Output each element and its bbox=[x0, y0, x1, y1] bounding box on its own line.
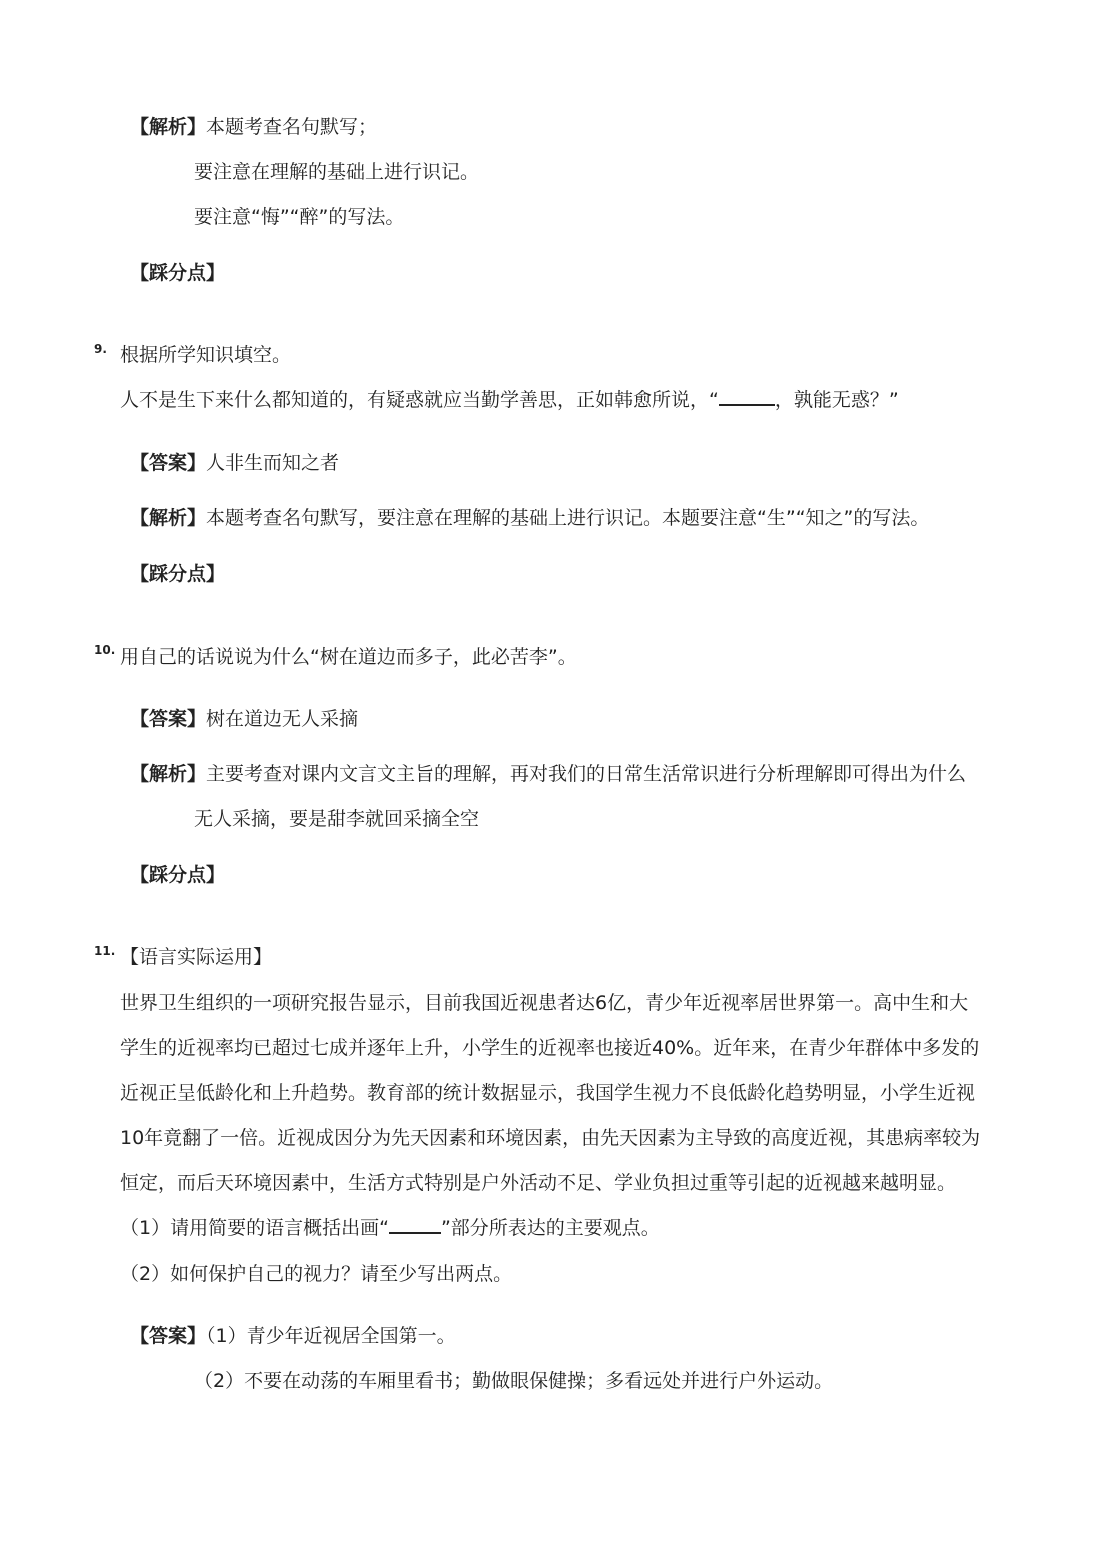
q11-passage-line-3: 近视正呈低龄化和上升趋势。教育部的统计数据显示，我国学生视力不良低龄化趋势明显，小学生近视 bbox=[120, 1082, 976, 1104]
q11-subquestion-1 bbox=[120, 1215, 660, 1242]
q10-analysis-line-2: 无人采摘，要是甜李就回采摘全空 bbox=[194, 808, 480, 830]
q11-sub1-before: 请用简要的语言概括出画“ bbox=[170, 1217, 389, 1239]
q9-answer-text: 人非生而知之者 bbox=[206, 452, 340, 474]
q9-score-points-label: 【踩分点】 bbox=[130, 563, 226, 585]
q9-blank bbox=[719, 388, 775, 406]
q8-analysis-line-1: 本题考查名句默写； bbox=[206, 116, 378, 138]
q11-sub1-after: ”部分所表达的主要观点。 bbox=[440, 1217, 660, 1239]
q11-sub1-number: （1） bbox=[120, 1217, 171, 1239]
answer-label: 【答案】 bbox=[130, 708, 207, 730]
q8-analysis bbox=[130, 114, 377, 141]
q11-passage-line-2: 学生的近视率均已超过七成并逐年上升，小学生的近视率也接近40%。近年来，在青少年群体中多发的 bbox=[120, 1037, 980, 1059]
analysis-label: 【解析】 bbox=[130, 507, 207, 529]
analysis-label: 【解析】 bbox=[130, 116, 207, 138]
q9-number: 9. bbox=[94, 342, 107, 356]
q11-passage-line-4: 10年竟翻了一倍。近视成因分为先天因素和环境因素，由先天因素为主导致的高度近视，其患病率较为 bbox=[120, 1127, 981, 1149]
q11-passage-line-5: 恒定，而后天环境因素中，生活方式特别是户外活动不足、学业负担过重等引起的近视越来越明显。 bbox=[120, 1172, 957, 1194]
q10-stem: 用自己的话说说为什么“树在道边而多子，此必苦李”。 bbox=[120, 646, 577, 668]
q11-number: 11. bbox=[94, 944, 116, 958]
q9-sentence bbox=[120, 387, 899, 414]
q8-analysis-line-2: 要注意在理解的基础上进行识记。 bbox=[194, 161, 480, 183]
q11-stem: 【语言实际运用】 bbox=[120, 946, 273, 968]
q9-sentence-before: 人不是生下来什么都知道的，有疑惑就应当勤学善思，正如韩愈所说，“ bbox=[120, 389, 719, 411]
q11-ans2-number: （2） bbox=[194, 1370, 245, 1392]
q10-analysis-line-1: 主要考查对课内文言文主旨的理解，再对我们的日常生活常识进行分析理解即可得出为什么 bbox=[206, 763, 967, 785]
q11-answer-2 bbox=[194, 1368, 833, 1395]
q11-subquestion-2 bbox=[120, 1261, 512, 1288]
q9-analysis-text: 本题考查名句默写，要注意在理解的基础上进行识记。本题要注意“生”“知之”的写法。 bbox=[206, 507, 930, 529]
analysis-label: 【解析】 bbox=[130, 763, 207, 785]
q9-analysis bbox=[130, 505, 929, 532]
q8-score-points-label: 【踩分点】 bbox=[130, 262, 226, 284]
q8-analysis-line-3: 要注意“悔”“醉”的写法。 bbox=[194, 206, 405, 228]
q10-answer-text: 树在道边无人采摘 bbox=[206, 708, 359, 730]
answer-label: 【答案】 bbox=[130, 452, 207, 474]
q11-ans1-number: （1） bbox=[206, 1325, 247, 1347]
answer-label: 【答案】 bbox=[130, 1325, 207, 1347]
q11-ans2-text: 不要在动荡的车厢里看书；勤做眼保健操；多看远处并进行户外运动。 bbox=[244, 1370, 834, 1392]
q11-sub1-blank bbox=[389, 1216, 441, 1234]
q11-ans1-text: 青少年近视居全国第一。 bbox=[246, 1325, 456, 1347]
q10-number: 10. bbox=[94, 643, 116, 657]
q11-answer bbox=[130, 1323, 456, 1350]
q9-answer bbox=[130, 450, 339, 477]
q11-sub2-number: （2） bbox=[120, 1263, 171, 1285]
q11-passage-line-1: 世界卫生组织的一项研究报告显示，目前我国近视患者达6亿，青少年近视率居世界第一。高中生和大 bbox=[120, 992, 969, 1014]
q10-analysis bbox=[130, 761, 966, 788]
q9-stem: 根据所学知识填空。 bbox=[120, 344, 292, 366]
q10-answer bbox=[130, 706, 358, 733]
q10-score-points-label: 【踩分点】 bbox=[130, 864, 226, 886]
q11-sub2-text: 如何保护自己的视力？请至少写出两点。 bbox=[170, 1263, 513, 1285]
q9-sentence-after: ，孰能无惑？” bbox=[774, 389, 899, 411]
